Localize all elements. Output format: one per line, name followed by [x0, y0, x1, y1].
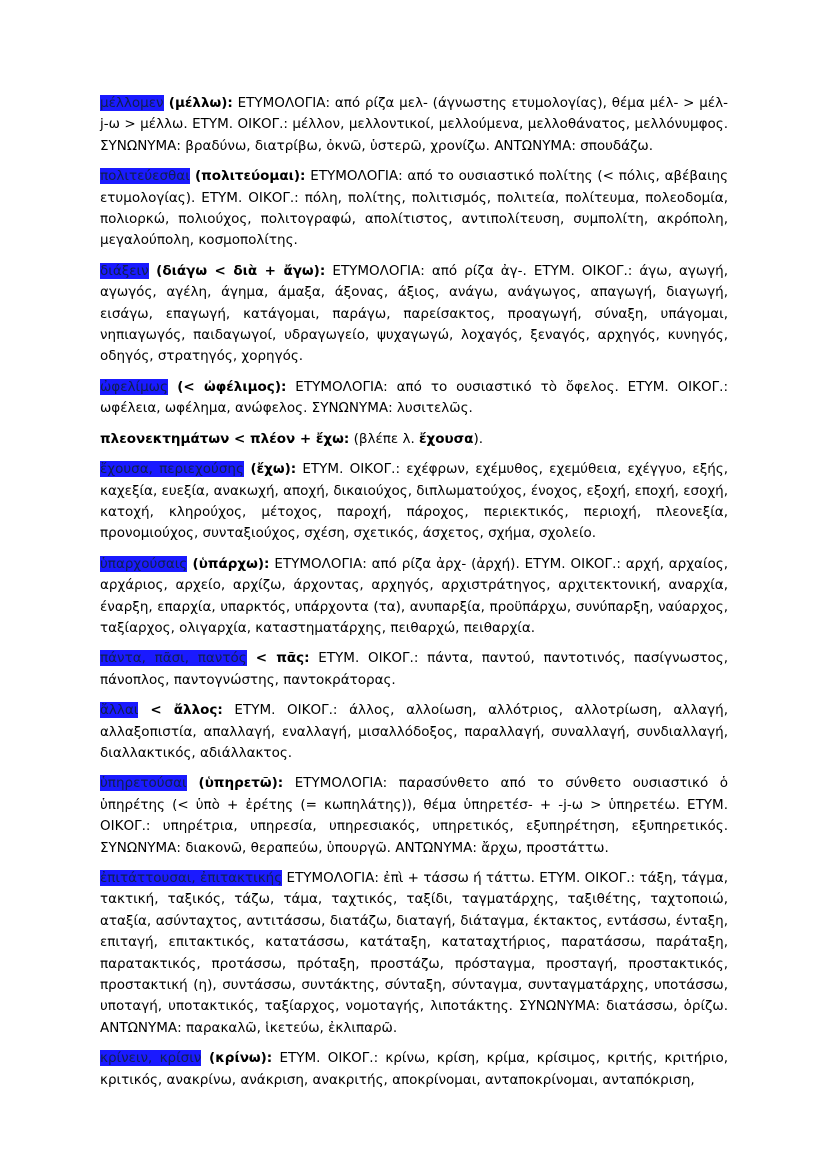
entry-text: ΕΤΥΜΟΛΟΓΙΑ: από ρίζα μελ- (άγνωστης ετυμολογίας), θέμα μέλ- > μέλ-j-ω > μέλλω. ΕΤΥΜ. ΟΙΚΟΓ.: μέλλον, μελλοντικοί, μελλούμενα, μελλοθάνατος, μελλόνυμφος. ΣΥΝΩΝΥΜΑ: βραδύνω, διατρίβω, ὀκνῶ, ὑστερῶ, χρονίζω. ΑΝΤΩΝΥΜΑ: σπουδάζω.: [100, 95, 728, 154]
entry-text: ΕΤΥΜΟΛΟΓΙΑ: από το ουσιαστικό πολίτης (< πόλις, αβέβαιης ετυμολογίας). ΕΤΥΜ. ΟΙΚΟΓ.: πόλη, πολίτης, πολιτισμός, πολιτεία, πολίτευμα, πολεοδομία, πολιορκώ, πολιούχος, πολιτογραφώ, απολίτιστος, αντιπολίτευση, συμπολίτη, ακρόπολη, μεγαλούπολη, κοσμοπολίτης.: [100, 168, 728, 249]
highlighted-term: ἐπιτάττουσαι, ἐπιτακτικής: [100, 870, 283, 886]
headword: < πᾶς:: [246, 650, 310, 667]
headword: (< ὠφέλιμος):: [167, 378, 287, 395]
entry-text: ΕΤΥΜΟΛΟΓΙΑ: από ρίζα ἀρχ- (ἀρχή). ΕΤΥΜ. ΟΙΚΟΓ.: αρχή, αρχαίος, αρχάριος, αρχείο, αρχίζω, άρχοντας, αρχηγός, αρχιστράτηγος, αρχιτεκτονική, αναρχία, έναρξη, επαρχία, υπαρκτός, υπάρχοντα (τα), ανυπαρξία, προϋπάρχω, συνύπαρξη, ναύαρχος, ταξίαρχος, ολιγαρχία, καταστηματάρχης, πειθαρχώ, πειθαρχία.: [100, 555, 728, 636]
highlighted-term: κρίνειν, κρίσιν: [100, 1050, 202, 1067]
entry-text-end: ).: [473, 430, 483, 447]
headword: < ἄλλος:: [138, 702, 223, 719]
highlighted-term: πάντα, πᾶσι, παντός: [100, 650, 247, 667]
entry-krinein: [100, 1048, 728, 1091]
entry-text: ΕΤΥΜΟΛΟΓΙΑ: από το ουσιαστικό τὸ ὄφελος. ΕΤΥΜ. ΟΙΚΟΓ.: ωφέλεια, ωφέλημα, ανώφελος. ΣΥΝΩΝΥΜΑ: λυσιτελῶς.: [100, 378, 728, 417]
headword: (κρίνω):: [201, 1050, 273, 1067]
entry-panta: [100, 648, 728, 691]
highlighted-term: διάξειν: [100, 262, 149, 279]
highlighted-term: πολιτεύεσθαι: [100, 168, 190, 185]
highlighted-term: ἄλλαι: [100, 702, 139, 719]
headword: (ὑπάρχω):: [187, 555, 270, 572]
entry-text: ΕΤΥΜΟΛΟΓΙΑ: από ρίζα ἀγ-. ΕΤΥΜ. ΟΙΚΟΓ.: άγω, αγωγή, αγωγός, αγέλη, άγημα, άμαξα, άξονας, άξιος, ανάγω, ανάγωγος, απαγωγή, διαγωγή, εισάγω, επαγωγή, κατάγομαι, παράγω, παρείσακτος, προαγωγή, σύναξη, υπάγομαι, νηπιαγωγός, παιδαγωγοί, υδραγωγείο, ψυχαγωγώ, λοχαγός, ξεναγός, αρχηγός, κυνηγός, οδηγός, στρατηγός, χορηγός.: [100, 262, 728, 365]
entry-text: ΕΤΥΜ. ΟΙΚΟΓ.: πάντα, παντού, παντοτινός, πασίγνωστος, πάνοπλος, παντογνώστης, παντοκράτορας.: [100, 650, 728, 688]
entry-allai: [100, 700, 728, 764]
entry-text: ΕΤΥΜ. ΟΙΚΟΓ.: κρίνω, κρίση, κρίμα, κρίσιμος, κριτής, κριτήριο, κριτικός, ανακρίνω, ανάκριση, ανακριτής, αποκρίνομαι, ανταποκρίνομαι, ανταπόκριση,: [100, 1050, 728, 1088]
entry-ypiretousai: [100, 773, 728, 859]
headword: (ἔχω):: [243, 461, 297, 478]
entry-text: ΕΤΥΜ. ΟΙΚΟΓ.: εχέφρων, εχέμυθος, εχεμύθεια, εχέγγυο, εξής, καχεξία, ευεξία, ανακωχή, αποχή, δικαιούχος, διπλωματούχος, ένοχος, εξοχή, εποχή, εσοχή, κατοχή, κληρούχος, μέτοχος, παροχή, πάροχος, περιεκτικός, περιοχή, πλεονεξία, προνομιούχος, συνταξιούχος, σχέση, σχετικός, άσχετος, σχήμα, σχολείο.: [100, 461, 728, 542]
entry-pleonektimaton: [100, 429, 728, 450]
entry-text: ΕΤΥΜ. ΟΙΚΟΓ.: άλλος, αλλοίωση, αλλότριος, αλλοτρίωση, αλλαγή, αλλαξοπιστία, απαλλαγή, εναλλαγή, μισαλλόδοξος, παραλλαγή, συναλλαγή, συνδιαλλαγή, διαλλακτικός, αδιάλλακτος.: [100, 702, 729, 761]
headword: (ὑπηρετῶ):: [186, 775, 284, 792]
headword: (πολιτεύομαι):: [189, 168, 306, 185]
highlighted-term: μέλλομεν: [100, 95, 164, 111]
entry-mellomen: [100, 93, 728, 157]
highlighted-term: ὑπαρχούσαις: [100, 555, 188, 572]
highlighted-term: ὠφελίμως: [100, 378, 168, 395]
headword: (μέλλω):: [163, 95, 233, 111]
entry-echousa: [100, 459, 728, 545]
entry-politeuesthai: [100, 166, 728, 252]
cross-reference: ἔχουσα: [419, 430, 474, 447]
entry-text: ΕΤΥΜΟΛΟΓΙΑ: παρασύνθετο από το σύνθετο ουσιαστικό ὁ ὑπηρέτης (< ὑπὸ + ἐρέτης (= κωπηλάτης)), θέμα ὑπηρετέσ- + -j-ω > ὑπηρετέω. ΕΤΥΜ. ΟΙΚΟΓ.: υπηρέτρια, υπηρεσία, υπηρεσιακός, υπηρετικός, εξυπηρέτηση, εξυπηρετικός. ΣΥΝΩΝΥΜΑ: διακονῶ, θεραπεύω, ὑπουργῶ. ΑΝΤΩΝΥΜΑ: ἄρχω, προστάττω.: [100, 775, 728, 856]
headword: πλεονεκτημάτων < πλέον + ἔχω:: [100, 430, 350, 447]
entry-text: ΕΤΥΜΟΛΟΓΙΑ: ἐπὶ + τάσσω ή τάττω. ΕΤΥΜ. ΟΙΚΟΓ.: τάξη, τάγμα, τακτική, ταξικός, τάζω, τάμα, ταχτικός, ταξίδι, ταγματάρχης, ταξιθέτης, ταχτοποιώ, αταξία, ασύνταχτος, αντιτάσσω, διατάζω, διαταγή, διάταγμα, έκτακτος, εντάσσω, ένταξη, επιταγή, επιτακτικός, κατατάσσω, κατάταξη, καταταχτήριος, παρατάσσω, παράταξη, παρατακτικός, προτάσσω, πρόταξη, προστάζω, πρόσταγμα, προσταγή, προστακτικός, προστακτική (η), συντάσσω, συντάκτης, σύνταξη, σύνταγμα, συνταγματάρχης, υποτάσσω, υποταγή, υποτακτικός, ταξίαρχος, νομοταγής, λιποτάκτης. ΣΥΝΩΝΥΜΑ: διατάσσω, ὁρίζω. ΑΝΤΩΝΥΜΑ: παρακαλῶ, ἱκετεύω, ἐκλιπαρῶ.: [100, 870, 728, 1036]
entry-ofelimos: [100, 377, 728, 420]
entry-text: (βλέπε λ.: [349, 430, 420, 447]
entry-yparchousais: [100, 554, 728, 640]
highlighted-term: ὑπηρετούσαι: [100, 775, 187, 792]
entry-diaxein: [100, 261, 728, 368]
highlighted-term: ἔχουσα, περιεχούσης: [100, 461, 244, 478]
headword: (διάγω < διὰ + ἄγω):: [148, 262, 326, 279]
entry-epitattousai: [100, 868, 728, 1039]
